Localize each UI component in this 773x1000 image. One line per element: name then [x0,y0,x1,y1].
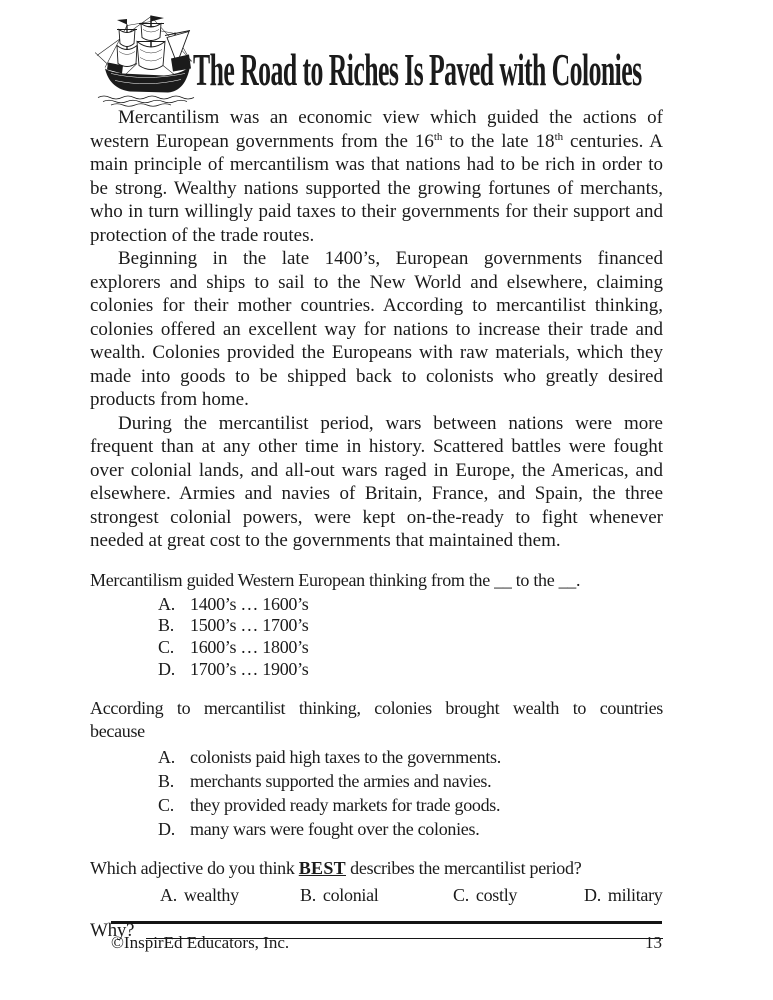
option-b [158,615,663,637]
option-d [158,659,663,681]
option-text: costly [475,884,518,905]
stem-text: Which adjective do you think [90,857,299,878]
footer-row [111,933,662,953]
option-text: merchants supported the armies and navies. [190,770,492,791]
option-letter: C. [158,794,174,815]
option-a [160,885,239,906]
option-d [158,817,663,841]
option-letter: C. [453,884,469,905]
option-text: wealthy [183,884,239,905]
paragraph-colonies: Beginning in the late 1400’s, European governments financed explorers and ships to sail to the New World and elsewhere, claiming colonies for their mother countries. According to mercantilist thinking, colonies offered an excellent way for nations to increase their trade and wealth. Colonies provided the Europeans with raw materials, which they made into goods to be shipped back to colonists who greatly desired products from home. [90,248,663,410]
stem-emphasis: BEST [298,857,346,878]
option-d [584,885,663,906]
option-text: 1600’s … 1800’s [190,637,309,658]
option-letter: D. [158,818,175,839]
page-footer [111,921,662,953]
option-a [158,745,663,769]
option-letter: A. [158,593,175,614]
footer-rule [111,921,662,924]
option-a [158,594,663,616]
question-3-stem [90,857,663,880]
page-number: 13 [645,933,662,952]
questions-section [90,569,663,942]
option-letter: D. [158,658,175,679]
option-c [158,793,663,817]
option-text: 1400’s … 1600’s [190,593,309,614]
option-text: they provided ready markets for trade goods. [190,794,501,815]
page-title: The Road to Riches Is Paved with Colonies [193,44,642,95]
article-text [90,106,663,553]
paragraph-wars: During the mercantilist period, wars between nations were more frequent than at any other time in history. Scattered battles were fought over colonial lands, and all-out wars raged in Europe, the Americas, and elsewhere. Armies and navies of Britain, France, and Spain, the three strongest colonial powers, were kept on-the-ready to fight whenever needed at great cost to the governments that maintained them. [90,412,663,551]
question-2-options [90,745,663,841]
option-letter: D. [584,884,601,905]
option-text: military [607,884,663,905]
option-text: 1700’s … 1900’s [190,658,309,679]
option-b [300,885,379,906]
question-2-stem [90,697,663,743]
ship-icon [95,11,207,108]
paragraph-mercantilism-intro [90,106,663,247]
question-1-options [90,594,663,681]
question-1 [90,569,663,681]
paragraph-text: to the late 18 [442,130,555,152]
option-text: colonial [322,884,379,905]
stem-line-1: According to mercantilist thinking, colonies brought wealth to countries [90,697,663,718]
stem-text: describes the mercantilist period? [345,857,582,878]
option-text: colonists paid high taxes to the governments. [190,746,501,767]
option-c [453,885,517,906]
paragraph-text: Mercantilism was an economic view which guided the actions of western European governments from the 16 [90,107,663,152]
paragraph-text: centuries. A main principle of mercantilism was that nations had to be rich in order to be strong. Wealthy nations supported the growing fortunes of merchants, who in turn willingly paid taxes to their governments for their support and protection of the trade routes. [90,130,663,246]
copyright: ©InspirEd Educators, Inc. [111,933,290,952]
option-letter: A. [158,746,175,767]
ordinal-superscript: th [554,130,564,143]
question-2 [90,697,663,841]
option-text: many wars were fought over the colonies. [190,818,480,839]
why-label: Why? [90,919,135,941]
option-letter: A. [160,884,177,905]
option-letter: C. [158,637,174,658]
stem-line-2: because [90,720,145,741]
question-3-options [90,885,663,909]
question-1-stem: Mercantilism guided Western European thinking from the __ to the __. [90,569,581,590]
option-b [158,769,663,793]
option-c [158,637,663,659]
option-letter: B. [158,615,174,636]
option-text: 1500’s … 1700’s [190,615,309,636]
option-letter: B. [300,884,316,905]
page-header [0,0,773,104]
ordinal-superscript: th [433,130,443,143]
option-letter: B. [158,770,174,791]
